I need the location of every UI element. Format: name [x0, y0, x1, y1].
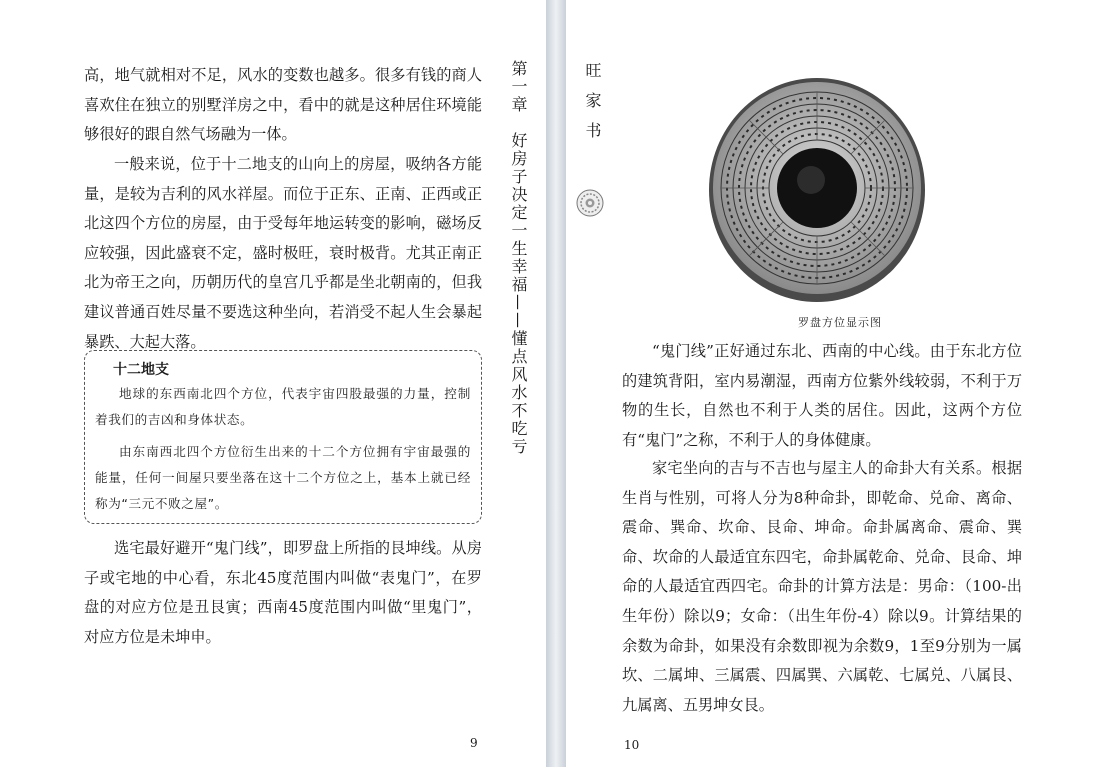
- left-page: [0, 0, 546, 767]
- compass-luopan-image: [708, 75, 926, 305]
- sidebar-box-twelve-branches: [84, 350, 482, 524]
- body-paragraph-5: 家宅坐向的吉与不吉也与屋主人的命卦大有关系。根据生肖与性别，可将人分为8种命卦，即乾命、兑命、离命、震命、巽命、坎命、艮命、坤命。命卦属离命、震命、巽命、坎命的人最适宜东四宅，命卦属乾命、兑命、艮命、坤命的人最适宜西四宅。命卦的计算方法是：男命：（100-出生年份）除以9；女命：（出生年份-4）除以9。计算结果的余数为命卦，如果没有余数即视为余数9，1至9分别为一属坎、二属坤、三属震、四属巽、六属乾、七属兑、八属艮、九属离、五男坤女艮。: [622, 459, 1022, 714]
- ornament-medallion-icon: [575, 188, 605, 218]
- body-paragraph-4: “鬼门线”正好通过东北、西南的中心线。由于东北方位的建筑背阳，室内易潮湿，西南方位紫外线较弱，不利于万物的生长，自然也不利于人类的居住。因此，这两个方位有“鬼门”之称，不利于人的身体健康。: [622, 342, 1022, 449]
- page-number-right: 10: [624, 738, 640, 752]
- page-number-left: 9: [470, 736, 478, 750]
- sidebar-paragraph-1: 地球的东西南北四个方位，代表宇宙四股最强的力量，控制着我们的吉凶和身体状态。: [95, 386, 471, 427]
- body-paragraph-2: 一般来说，位于十二地支的山向上的房屋，吸纳各方能量，是较为吉利的风水祥屋。而位于正东、正南、正西或正北这四个方位的房屋，由于受每年地运转变的影响，磁场反应较强，因此盛衰不定，盛时极旺，衰时极背。尤其正南正北为帝王之向，历朝历代的皇宫几乎都是坐北朝南的，但我建议普通百姓尽量不要选这种坐向，若消受不起人生会暴起暴跌、大起大落。: [84, 155, 482, 351]
- body-paragraph-1: 高，地气就相对不足，风水的变数也越多。很多有钱的商人喜欢住在独立的别墅洋房之中，看中的就是这种居住环境能够很好的跟自然气场融为一体。: [84, 66, 482, 144]
- page-gutter: [546, 0, 566, 767]
- chapter-running-title: 第一章 好房子决定一生幸福——懂点风水不吃亏: [509, 60, 528, 456]
- book-running-title: 旺家书: [583, 62, 602, 152]
- sidebar-title: 十二地支: [113, 362, 169, 378]
- figure-caption: 罗盘方位显示图: [798, 316, 882, 329]
- sidebar-paragraph-2: 由东南西北四个方位衍生出来的十二个方位拥有宇宙最强的能量，任何一间屋只要坐落在这十二个方位之上，基本上就已经称为“三元不败之屋”。: [95, 444, 471, 511]
- body-paragraph-3: 选宅最好避开“鬼门线”，即罗盘上所指的艮坤线。从房子或宅地的中心看，东北45度范围内叫做“表鬼门”，在罗盘的对应方位是丑艮寅；西南45度范围内叫做“里鬼门”，对应方位是未坤申。: [84, 539, 482, 646]
